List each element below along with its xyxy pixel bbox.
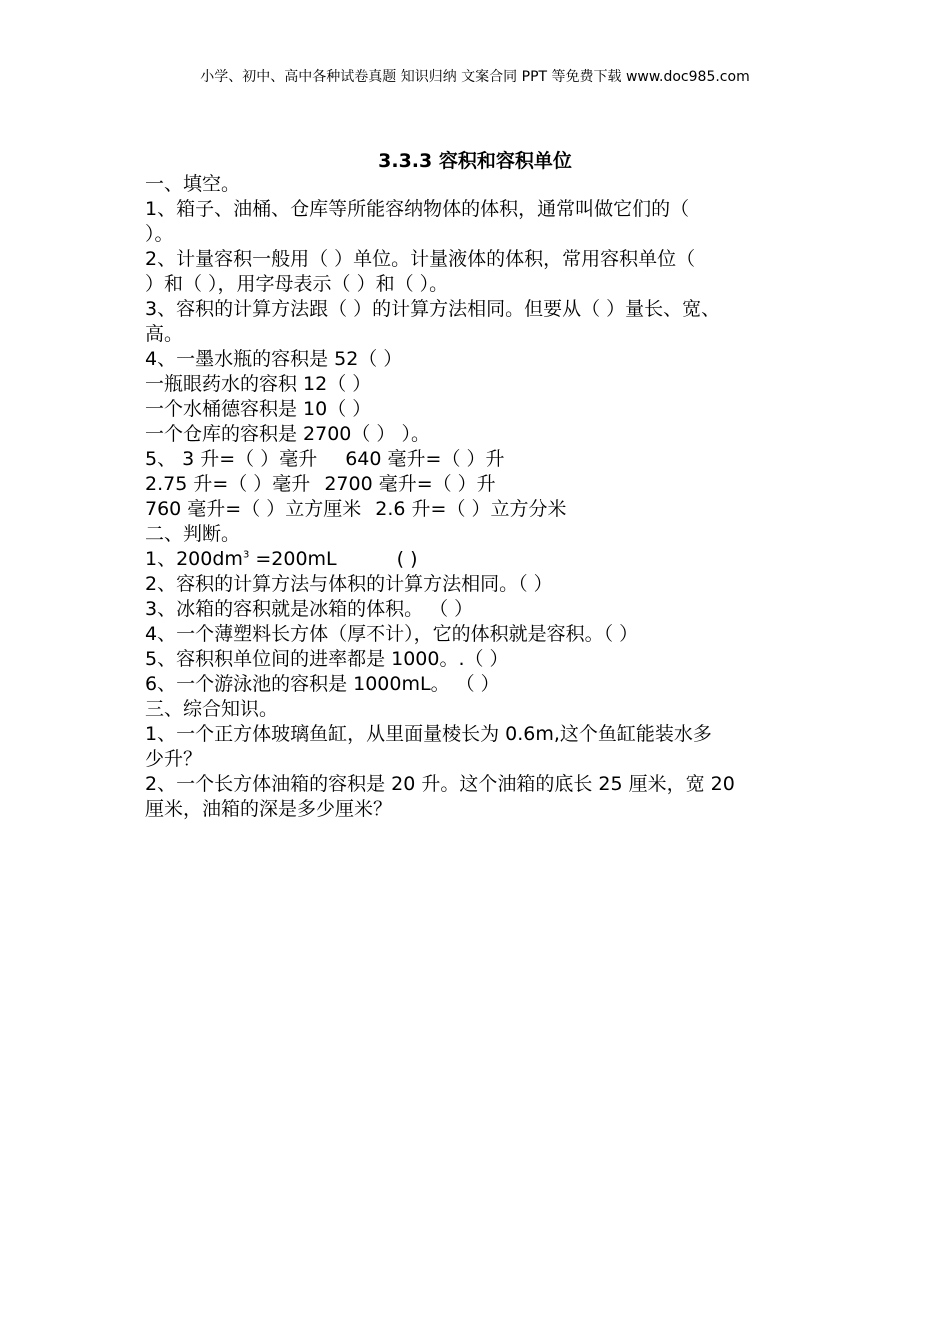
judge-question-1-post: =200mL xyxy=(249,548,337,570)
judge-question-6: 6、一个游泳池的容积是 1000mL。 （ ） xyxy=(145,673,500,695)
fill-question-2-line-1: 2、计量容积一般用（ ）单位。计量液体的体积，常用容积单位（ xyxy=(145,248,696,270)
fill-question-4-line-3: 一个水桶德容积是 10（ ） xyxy=(145,398,372,420)
answer-parenthesis: ( ) xyxy=(396,548,418,570)
fill-question-1-line-1: 1、箱子、油桶、仓库等所能容纳物体的体积，通常叫做它们的（ xyxy=(145,198,690,220)
fill-question-4-line-4: 一个仓库的容积是 2700（ ） ）。 xyxy=(145,423,430,445)
fill-question-5-line-2 xyxy=(145,472,835,497)
section-heading-true-false: 二、判断。 xyxy=(145,523,241,545)
word-problem-2-line-1: 2、一个长方体油箱的容积是 20 升。这个油箱的底长 25 厘米，宽 20 xyxy=(145,773,735,795)
fill-question-4-line-2: 一瓶眼药水的容积 12（ ） xyxy=(145,373,372,395)
worksheet-body xyxy=(145,172,835,822)
fill-question-1-line-2: ）。 xyxy=(145,223,174,245)
word-problem-2-line-2: 厘米，油箱的深是多少厘米？ xyxy=(145,798,393,820)
page-header: 小学、初中、高中各种试卷真题 知识归纳 文案合同 PPT 等免费下载 www.doc985.com xyxy=(200,69,750,85)
section-heading-comprehensive: 三、综合知识。 xyxy=(145,698,279,720)
judge-question-3: 3、冰箱的容积就是冰箱的体积。 （ ） xyxy=(145,598,474,620)
fill-question-5-line-3 xyxy=(145,497,835,522)
judge-question-2: 2、容积的计算方法与体积的计算方法相同。（ ） xyxy=(145,573,553,595)
conversion-liter-to-ml: 5、 3 升=（ ）毫升 xyxy=(145,448,318,470)
judge-question-1-pre: 1、200dm xyxy=(145,548,243,570)
word-problem-1-line-2: 少升？ xyxy=(145,748,203,770)
fill-question-3-line-2: 高。 xyxy=(145,323,184,345)
fill-question-5-line-1 xyxy=(145,447,835,472)
conversion-liter-to-ml-2: 2.75 升=（ ）毫升 xyxy=(145,473,311,495)
judge-question-1 xyxy=(145,547,835,572)
conversion-liter-to-dm3: 2.6 升=（ ）立方分米 xyxy=(375,498,567,520)
document-title: 3.3.3 容积和容积单位 xyxy=(378,150,572,172)
word-problem-1-line-1: 1、一个正方体玻璃鱼缸，从里面量棱长为 0.6m,这个鱼缸能装水多 xyxy=(145,723,712,745)
fill-question-4-line-1: 4、一墨水瓶的容积是 52（ ） xyxy=(145,348,403,370)
fill-question-2-line-2: ）和（ ），用字母表示（ ）和（ ）。 xyxy=(145,273,449,295)
fill-question-3-line-1: 3、容积的计算方法跟（ ）的计算方法相同。但要从（ ）量长、宽、 xyxy=(145,298,721,320)
conversion-ml-to-liter: 640 毫升=（ ）升 xyxy=(345,448,505,470)
superscript-exponent: 3 xyxy=(242,549,250,561)
judge-question-5: 5、容积积单位间的进率都是 1000。.（ ） xyxy=(145,648,509,670)
conversion-ml-to-cm3: 760 毫升=（ ）立方厘米 xyxy=(145,498,362,520)
conversion-ml-to-liter-2: 2700 毫升=（ ）升 xyxy=(324,473,496,495)
judge-question-4: 4、一个薄塑料长方体（厚不计），它的体积就是容积。（ ） xyxy=(145,623,639,645)
section-heading-fill-in: 一、填空。 xyxy=(145,173,241,195)
